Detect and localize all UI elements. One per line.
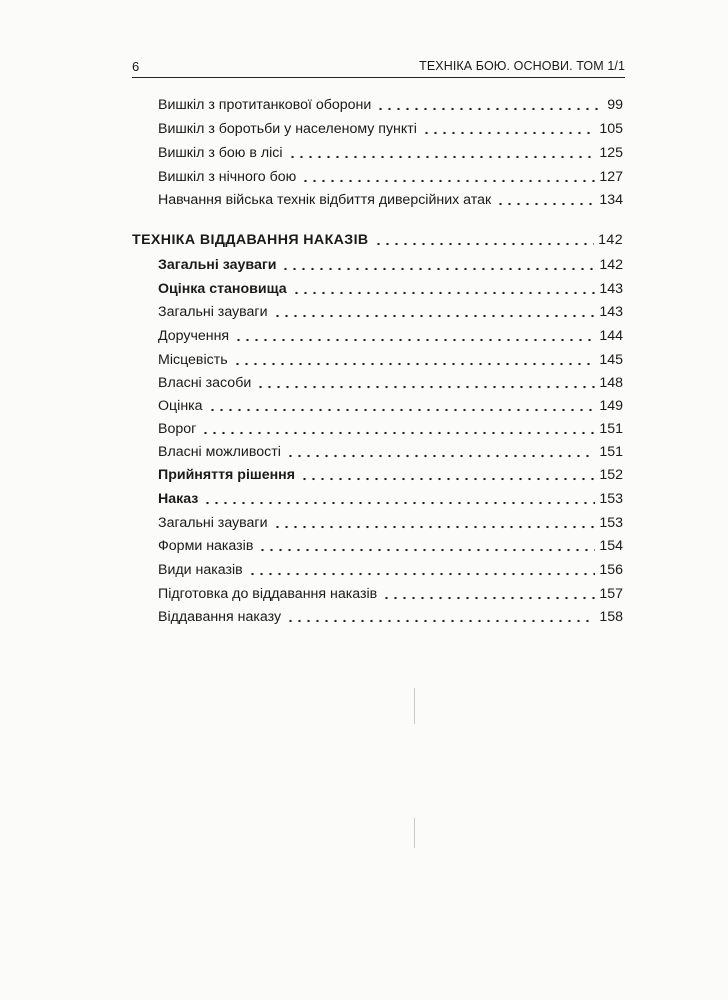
toc-page-number: 149 [599,398,623,414]
toc-section-heading [132,230,623,250]
toc-entry [158,255,623,275]
toc-page-number: 153 [599,515,623,531]
toc-entry-title: Наказ [158,491,199,507]
dot-leader [256,385,595,389]
toc-entry [158,95,623,115]
toc-entry [158,607,623,627]
toc-page-number: 125 [599,145,623,161]
toc-page-number: 152 [599,467,623,483]
toc-page-number: 144 [599,328,623,344]
dot-leader [233,362,596,366]
toc-entry-title: Загальні зауваги [158,515,268,531]
toc-entry-title: Загальні зауваги [158,304,268,320]
toc-entry-title: ТЕХНІКА ВІДДАВАННЯ НАКАЗІВ [132,232,369,248]
toc-entry [158,119,623,139]
dot-leader [288,155,596,159]
toc-page-number: 142 [599,257,623,273]
dot-leader [496,202,595,206]
toc-entry [158,465,623,485]
toc-entry [158,396,623,416]
scan-artifact-line [414,688,415,724]
toc-page-number: 145 [599,352,623,368]
toc-entry [158,190,623,210]
toc-page-number: 157 [599,586,623,602]
toc-page-number: 142 [598,232,623,248]
toc-entry-title: Підготовка до віддавання наказів [158,586,378,602]
dot-leader [300,477,595,481]
toc-page-number: 153 [599,491,623,507]
toc-entry-title: Загальні зауваги [158,257,277,273]
toc-page-number: 105 [599,121,623,137]
toc-entry [158,442,623,462]
toc-entry-title: Доручення [158,328,230,344]
toc-entry [158,584,623,604]
toc-entry-title: Місцевість [158,352,228,368]
toc-page-number: 143 [599,304,623,320]
toc-entry-title: Ворог [158,421,197,437]
scan-artifact-line [414,818,415,848]
toc-entry [158,279,623,299]
dot-leader [376,107,603,111]
toc-page-number: 143 [599,281,623,297]
toc-page-number: 158 [599,609,623,625]
toc-page-number: 151 [599,421,623,437]
toc-entry-title: Вишкіл з протитанкової оборони [158,97,372,113]
dot-leader [273,314,596,318]
toc-entry [158,489,623,509]
dot-leader [203,501,595,505]
toc-entry [158,167,623,187]
dot-leader [286,454,595,458]
toc-page-number: 127 [599,169,623,185]
dot-leader [248,572,596,576]
toc-page-number: 134 [599,192,623,208]
dot-leader [208,408,596,412]
dot-leader [234,338,595,342]
dot-leader [422,131,595,135]
dot-leader [281,267,595,271]
toc-entry [158,373,623,393]
page-number: 6 [132,59,140,74]
dot-leader [374,242,595,246]
running-title: ТЕХНІКА БОЮ. ОСНОВИ. ТОМ 1/1 [419,59,625,73]
dot-leader [301,179,595,183]
toc-page-number: 154 [599,538,623,554]
dot-leader [273,525,596,529]
toc-entry-title: Види наказів [158,562,243,578]
toc-entry-title: Форми наказів [158,538,254,554]
toc-entry-title: Власні можливості [158,444,281,460]
toc-entry-title: Вишкіл з бою в лісі [158,145,283,161]
dot-leader [286,619,595,623]
toc-entry-title: Власні засоби [158,375,252,391]
toc-entry-title: Вишкіл з нічного бою [158,169,297,185]
toc-page-number: 156 [599,562,623,578]
toc-entry [158,513,623,533]
toc-page-number: 99 [607,97,623,113]
toc-entry-title: Прийняття рішення [158,467,296,483]
toc-entry-title: Вишкіл з боротьби у населеному пункті [158,121,417,137]
toc-entry [158,143,623,163]
toc-entry [158,536,623,556]
toc-entry-title: Оцінка становища [158,281,287,297]
dot-leader [201,431,595,435]
toc-page-number: 148 [599,375,623,391]
page-header [132,57,625,78]
toc-entry [158,419,623,439]
toc-entry-title: Оцінка [158,398,203,414]
toc-page-number: 151 [599,444,623,460]
dot-leader [382,596,595,600]
toc-entry [158,350,623,370]
toc-entry [158,326,623,346]
toc-entry-title: Віддавання наказу [158,609,282,625]
dot-leader [258,548,595,552]
toc-entry [158,560,623,580]
dot-leader [292,291,596,295]
toc-entry-title: Навчання війська технік відбиття диверсійних атак [158,192,492,208]
toc-entry [158,302,623,322]
